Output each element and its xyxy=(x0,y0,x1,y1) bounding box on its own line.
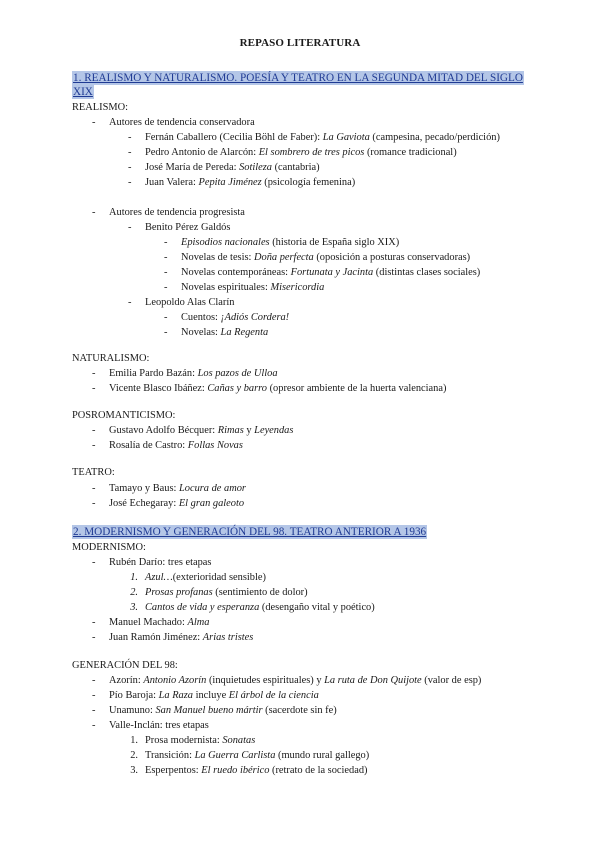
bullet: - xyxy=(92,675,96,686)
list-item: Azorín: Antonio Azorín (inquietudes espirituales) y La ruta de Don Quijote (valor de esp) xyxy=(109,675,482,686)
list-item: José Echegaray: El gran galeoto xyxy=(109,498,245,509)
list-number: 2. xyxy=(130,587,138,598)
list-item: Prosas profanas (sentimiento de dolor) xyxy=(145,587,308,598)
list-number: 2. xyxy=(130,750,138,761)
list-item: Rosalía de Castro: Follas Novas xyxy=(109,440,243,451)
bullet: - xyxy=(92,440,96,451)
bullet: - xyxy=(92,690,96,701)
list-item: José María de Pereda: Sotileza (cantabria) xyxy=(145,162,320,173)
section-1-heading-cont: XIX xyxy=(73,86,93,98)
list-item: Cuentos: ¡Adiós Cordera! xyxy=(181,312,290,323)
section-2-heading: 2. MODERNISMO Y GENERACIÓN DEL 98. TEATRO ANTERIOR A 1936 xyxy=(73,526,427,538)
list-item: Fernán Caballero (Cecilia Böhl de Faber): La Gaviota (campesina, pecado/perdición) xyxy=(145,132,500,143)
list-item: Unamuno: San Manuel bueno mártir (sacerdote sin fe) xyxy=(109,705,337,716)
author-galdos: Benito Pérez Galdós xyxy=(145,222,231,233)
generacion-98-label: GENERACIÓN DEL 98: xyxy=(72,660,178,671)
list-item: Vicente Blasco Ibáñez: Cañas y barro (opresor ambiente de la huerta valenciana) xyxy=(109,383,447,394)
bullet: - xyxy=(92,705,96,716)
list-item: Pedro Antonio de Alarcón: El sombrero de tres picos (romance tradicional) xyxy=(145,147,457,158)
list-number: 1. xyxy=(130,572,138,583)
bullet: - xyxy=(92,483,96,494)
list-item: Tamayo y Baus: Locura de amor xyxy=(109,483,246,494)
bullet: - xyxy=(128,162,132,173)
list-item: Episodios nacionales (historia de España siglo XIX) xyxy=(181,237,400,248)
list-number: 3. xyxy=(130,602,138,613)
bullet: - xyxy=(92,207,96,218)
bullet: - xyxy=(92,383,96,394)
list-item: Cantos de vida y esperanza (desengaño vital y poético) xyxy=(145,602,375,613)
bullet: - xyxy=(92,632,96,643)
page-title: REPASO LITERATURA xyxy=(239,37,361,49)
bullet: - xyxy=(92,557,96,568)
bullet: - xyxy=(92,117,96,128)
list-item: Manuel Machado: Alma xyxy=(109,617,210,628)
list-item: Gustavo Adolfo Bécquer: Rimas y Leyendas xyxy=(109,425,294,436)
bullet: - xyxy=(92,425,96,436)
bullet: - xyxy=(128,147,132,158)
bullet: - xyxy=(128,177,132,188)
bullet: - xyxy=(164,237,168,248)
list-item: Transición: La Guerra Carlista (mundo rural gallego) xyxy=(145,750,370,761)
bullet: - xyxy=(128,132,132,143)
bullet: - xyxy=(92,617,96,628)
bullet: - xyxy=(164,252,168,263)
list-item: Juan Ramón Jiménez: Arias tristes xyxy=(109,632,254,643)
bullet: - xyxy=(164,267,168,278)
realismo-label: REALISMO: xyxy=(72,102,128,113)
author-valle-inclan: Valle-Inclán: tres etapas xyxy=(109,720,209,731)
bullet: - xyxy=(164,327,168,338)
list-item: Azul…(exterioridad sensible) xyxy=(145,572,266,583)
bullet: - xyxy=(92,498,96,509)
bullet: - xyxy=(92,720,96,731)
bullet: - xyxy=(164,282,168,293)
author-dario: Rubén Darío: tres etapas xyxy=(109,557,212,568)
teatro-label: TEATRO: xyxy=(72,467,115,478)
bullet: - xyxy=(128,222,132,233)
list-item: Pío Baroja: La Raza incluye El árbol de la ciencia xyxy=(109,690,319,701)
section-1-heading: 1. REALISMO Y NATURALISMO. POESÍA Y TEATRO EN LA SEGUNDA MITAD DEL SIGLO xyxy=(73,72,523,84)
conservadora-label: Autores de tendencia conservadora xyxy=(109,117,255,128)
list-item: Esperpentos: El ruedo ibérico (retrato de la sociedad) xyxy=(145,765,368,776)
bullet: - xyxy=(128,297,132,308)
bullet: - xyxy=(164,312,168,323)
list-item: Novelas de tesis: Doña perfecta (oposición a posturas conservadoras) xyxy=(181,252,471,263)
list-item: Novelas contemporáneas: Fortunata y Jacinta (distintas clases sociales) xyxy=(181,267,481,278)
author-clarin: Leopoldo Alas Clarín xyxy=(145,297,235,308)
posromanticismo-label: POSROMANTICISMO: xyxy=(72,410,176,421)
list-item: Juan Valera: Pepita Jiménez (psicología femenina) xyxy=(145,177,356,188)
naturalismo-label: NATURALISMO: xyxy=(72,353,150,364)
list-item: Prosa modernista: Sonatas xyxy=(145,735,256,746)
modernismo-label: MODERNISMO: xyxy=(72,542,146,553)
progresista-label: Autores de tendencia progresista xyxy=(109,207,245,218)
bullet: - xyxy=(92,368,96,379)
list-item: Novelas: La Regenta xyxy=(181,327,269,338)
list-item: Novelas espirituales: Misericordia xyxy=(181,282,325,293)
list-item: Emilia Pardo Bazán: Los pazos de Ulloa xyxy=(109,368,278,379)
list-number: 1. xyxy=(130,735,138,746)
list-number: 3. xyxy=(130,765,138,776)
